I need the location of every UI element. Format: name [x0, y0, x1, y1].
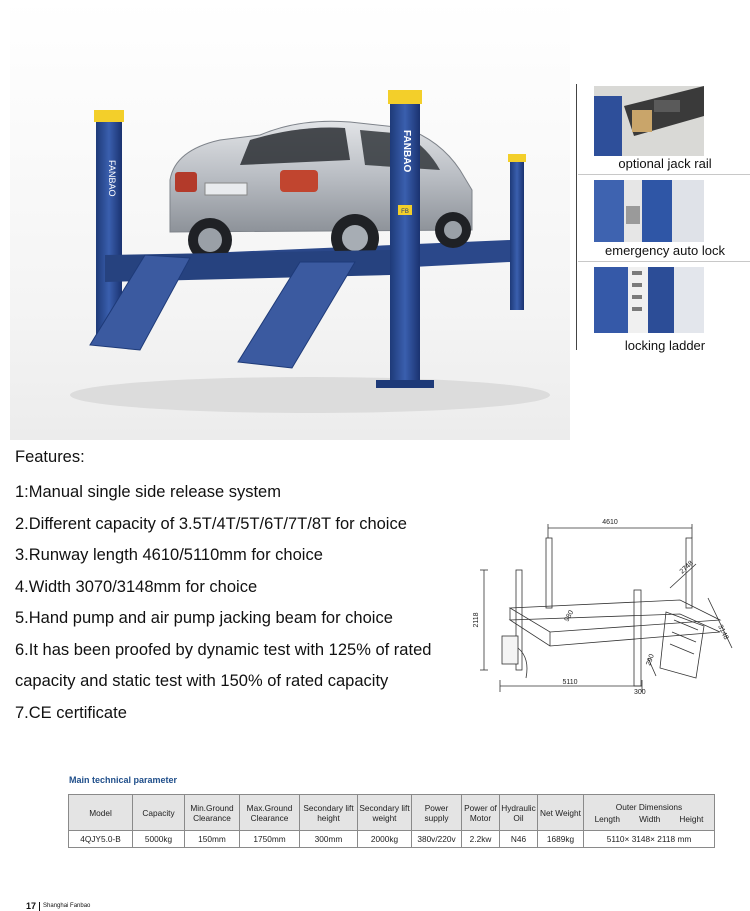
- feature-item: 4.Width 3070/3148mm for choice: [15, 577, 258, 596]
- outer-dimensions-sub: [585, 814, 713, 824]
- outer-dimensions-label: Outer Dimensions: [615, 801, 683, 812]
- header-model: Model: [69, 795, 133, 831]
- inset-jack-rail-photo: [594, 86, 704, 156]
- header-secondary-weight: Secondary lift weight: [358, 795, 412, 831]
- header-net-weight: Net Weight: [538, 795, 584, 831]
- svg-text:FB: FB: [401, 209, 409, 215]
- header-capacity: Capacity: [133, 795, 185, 831]
- cell-secondary-height: 300mm: [300, 831, 358, 848]
- cell-hydraulic-oil: N46: [500, 831, 538, 848]
- header-outer-dimensions: [584, 795, 715, 831]
- inset-caption-jack-rail: optional jack rail: [618, 156, 712, 171]
- page-number: 17: [26, 901, 37, 911]
- footer-divider: [39, 902, 40, 911]
- auto-lock-photo-icon: [594, 180, 704, 242]
- feature-item: 7.CE certificate: [15, 703, 127, 722]
- cell-secondary-weight: 2000kg: [358, 831, 412, 848]
- svg-text:FANBAO: FANBAO: [401, 130, 412, 173]
- features-title: Features:: [15, 448, 85, 466]
- hero-image: [10, 0, 570, 440]
- header-secondary-height: Secondary lift height: [300, 795, 358, 831]
- header-min-clearance: Min.Ground Clearance: [185, 795, 240, 831]
- svg-text:300: 300: [634, 689, 646, 696]
- inset-caption-locking-ladder: locking ladder: [624, 338, 706, 353]
- four-post-lift-illustration: [10, 0, 570, 440]
- feature-item: 1:Manual single side release system: [15, 483, 281, 501]
- feature-item: 6.It has been proofed by dynamic test with 125% of rated: [15, 640, 432, 659]
- inset-locking-ladder-photo: [594, 267, 704, 337]
- dimension-drawing: [470, 508, 742, 698]
- car-icon: [170, 121, 472, 262]
- technical-parameter-table: [68, 794, 715, 848]
- inset-separator: [578, 174, 750, 175]
- feature-item: 3.Runway length 4610/5110mm for choice: [15, 546, 323, 564]
- inset-separator: [578, 261, 750, 262]
- cell-power-motor: 2.2kw: [462, 831, 500, 848]
- inset-auto-lock-photo: [594, 180, 704, 250]
- cell-min-clearance: 150mm: [185, 831, 240, 848]
- svg-text:3148: 3148: [716, 623, 730, 641]
- cell-power-supply: 380v/220v: [412, 831, 462, 848]
- header-power-supply: Power supply: [412, 795, 462, 831]
- cell-outer-dimensions: 5110× 3148× 2118 mm: [584, 831, 715, 848]
- sub-width: Width: [639, 813, 661, 824]
- cell-capacity: 5000kg: [133, 831, 185, 848]
- company-name: Shanghai Fanbao: [43, 903, 91, 909]
- svg-text:2748: 2748: [678, 559, 695, 576]
- table-row: [69, 831, 715, 848]
- svg-text:FANBAO: FANBAO: [107, 160, 117, 197]
- locking-ladder-photo-icon: [594, 267, 704, 333]
- header-hydraulic-oil: Hydraulic Oil: [500, 795, 538, 831]
- svg-text:290: 290: [645, 653, 656, 667]
- table-title: Main technical parameter: [69, 775, 178, 785]
- features-section: [15, 446, 485, 729]
- jack-rail-photo-icon: [594, 86, 704, 156]
- svg-text:2118: 2118: [473, 612, 480, 628]
- rear-right-post: [510, 158, 524, 310]
- sub-length: Length: [594, 813, 620, 824]
- feature-item: capacity and static test with 150% of rated capacity: [15, 672, 389, 690]
- sub-height: Height: [679, 813, 704, 824]
- header-power-motor: Power of Motor: [462, 795, 500, 831]
- lift-line-drawing-icon: [470, 508, 742, 698]
- inset-caption-auto-lock: emergency auto lock: [605, 243, 725, 258]
- header-max-clearance: Max.Ground Clearance: [240, 795, 300, 831]
- cell-max-clearance: 1750mm: [240, 831, 300, 848]
- svg-text:980: 980: [563, 609, 576, 623]
- feature-item: 2.Different capacity of 3.5T/4T/5T/6T/7T/8T for choice: [15, 514, 407, 533]
- svg-text:5110: 5110: [562, 679, 578, 686]
- cell-model: 4QJY5.0-B: [69, 831, 133, 848]
- table-header-row: [69, 795, 715, 831]
- cell-net-weight: 1689kg: [538, 831, 584, 848]
- feature-item: 5.Hand pump and air pump jacking beam for choice: [15, 609, 393, 627]
- page-footer: [26, 901, 90, 911]
- inset-divider: [576, 84, 577, 350]
- svg-text:4610: 4610: [602, 519, 618, 526]
